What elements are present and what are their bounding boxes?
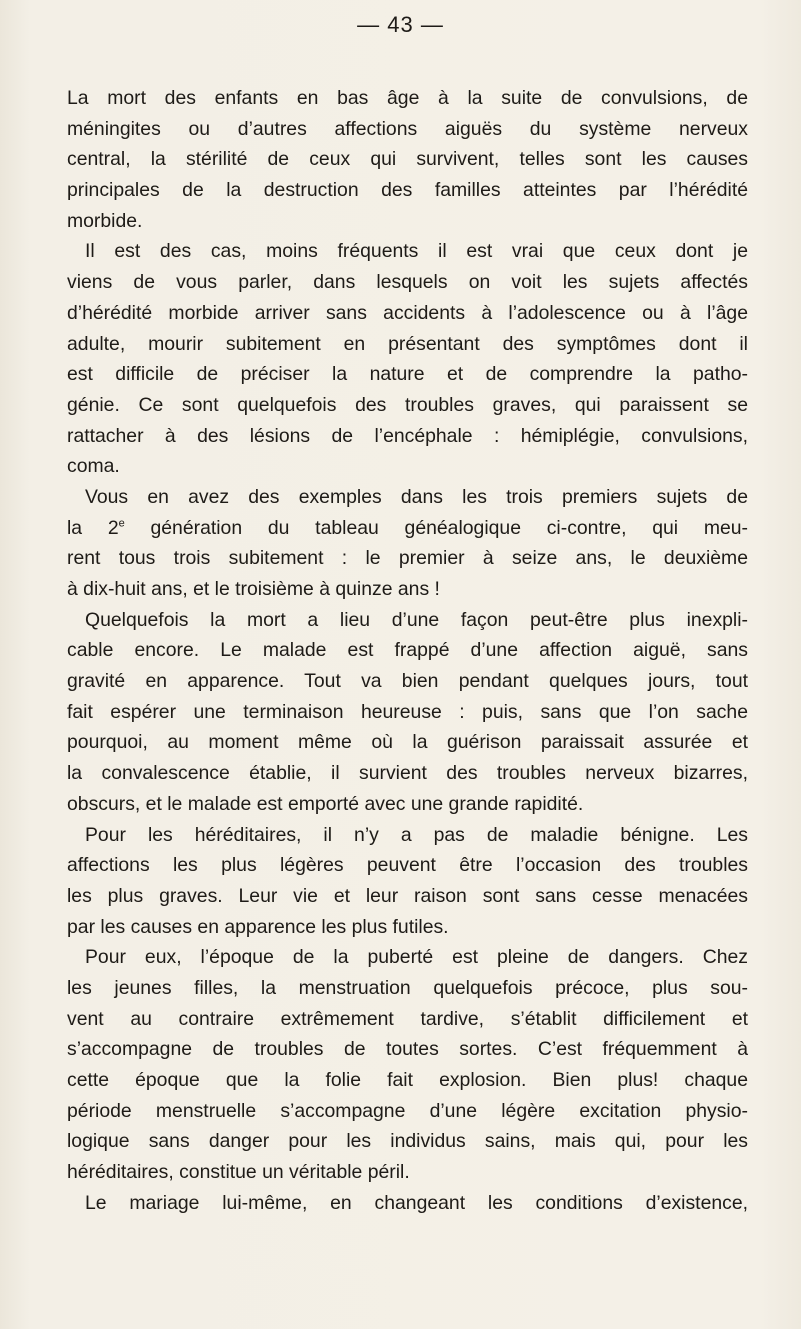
text-line: adulte, mourir subitement en présentant des symptômes dont il — [67, 332, 748, 355]
text-line: Vous en avez des exemples dans les trois premiers sujets de — [85, 485, 748, 508]
text-line: cable encore. Le malade est frappé d’une affection aiguë, sans — [67, 639, 748, 662]
text-line: morbide. — [67, 209, 143, 232]
text-line: principales de la destruction des familles atteintes par l’hérédité — [67, 179, 748, 202]
text-line — [67, 513, 748, 544]
text-line: par les causes en apparence les plus futiles. — [67, 915, 449, 938]
text-line: gravité en apparence. Tout va bien pendant quelques jours, tout — [67, 670, 748, 693]
text-line: central, la stérilité de ceux qui survivent, telles sont les causes — [67, 148, 748, 171]
text-line: viens de vous parler, dans lesquels on voit les sujets affectés — [67, 271, 748, 294]
text-line: est difficile de préciser la nature et de comprendre la patho- — [67, 363, 748, 386]
text-line: Le mariage lui-même, en changeant les conditions d’existence, — [85, 1191, 748, 1214]
superscript: e — [118, 517, 125, 530]
text-line: Quelquefois la mort a lieu d’une façon peut-être plus inexpli- — [85, 608, 748, 631]
text-line: les plus graves. Leur vie et leur raison sont sans cesse menacées — [67, 884, 748, 907]
text-line: La mort des enfants en bas âge à la suite de convulsions, de — [67, 87, 748, 109]
text-line: à dix-huit ans, et le troisième à quinze ans ! — [67, 578, 440, 600]
body-text — [67, 83, 748, 1218]
text-line: méningites ou d’autres affections aiguës du système nerveux — [67, 117, 748, 140]
text-line: fait espérer une terminaison heureuse : puis, sans que l’on sache — [67, 700, 748, 723]
text-line: Pour les héréditaires, il n’y a pas de maladie bénigne. Les — [85, 823, 748, 846]
text-line: pourquoi, au moment même où la guérison paraissait assurée et — [67, 731, 748, 754]
text-line: affections les plus légères peuvent être l’occasion des troubles — [67, 854, 748, 877]
text-line: Il est des cas, moins fréquents il est vrai que ceux dont je — [85, 240, 748, 263]
text-line: héréditaires, constitue un véritable péril. — [67, 1161, 410, 1184]
text-line: la convalescence établie, il survient des troubles nerveux bizarres, — [67, 762, 748, 785]
text-line: génie. Ce sont quelquefois des troubles graves, qui paraissent se — [67, 393, 748, 416]
text-line: rent tous trois subitement : le premier à seize ans, le deuxième — [67, 547, 748, 570]
text-fragment: la 2 — [67, 516, 119, 539]
text-line: les jeunes filles, la menstruation quelquefois précoce, plus sou- — [67, 976, 748, 999]
text-line: coma. — [67, 455, 120, 478]
text-line: rattacher à des lésions de l’encéphale : hémiplégie, convulsions, — [67, 424, 748, 447]
page-number: — 43 — — [357, 12, 444, 37]
text-fragment: génération du tableau généalogique ci-contre, qui meu- — [124, 516, 749, 539]
text-line: Pour eux, l’époque de la puberté est pleine de dangers. Chez — [85, 946, 748, 969]
text-line: d’hérédité morbide arriver sans accidents à l’adolescence ou à l’âge — [67, 301, 748, 324]
text-line: obscurs, et le malade est emporté avec une grande rapidité. — [67, 792, 584, 815]
text-line: période menstruelle s’accompagne d’une légère excitation physio- — [67, 1099, 748, 1122]
text-line: logique sans danger pour les individus sains, mais qui, pour les — [67, 1130, 748, 1153]
text-line: s’accompagne de troubles de toutes sortes. C’est fréquemment à — [67, 1038, 748, 1061]
text-line: vent au contraire extrêmement tardive, s’établit difficilement et — [67, 1007, 748, 1030]
text-line: cette époque que la folie fait explosion. Bien plus! chaque — [67, 1069, 748, 1091]
